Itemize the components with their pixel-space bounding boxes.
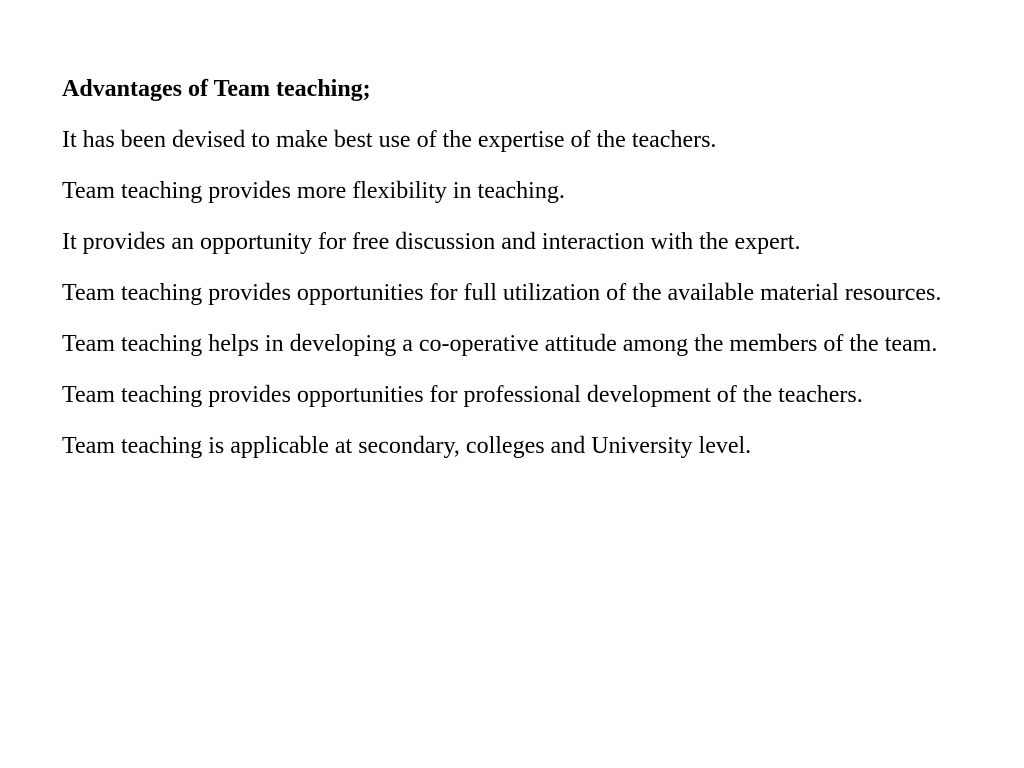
point-material-resources: Team teaching provides opportunities for full utilization of the available material resources.: [62, 280, 942, 306]
point-professional-development: Team teaching provides opportunities for professional development of the teachers.: [62, 382, 863, 408]
point-applicable-levels: Team teaching is applicable at secondary, colleges and University level.: [62, 433, 752, 459]
point-cooperative-attitude: Team teaching helps in developing a co-operative attitude among the members of the team.: [62, 331, 938, 357]
point-flexibility: Team teaching provides more flexibility in teaching.: [62, 178, 565, 204]
point-discussion-interaction: It provides an opportunity for free discussion and interaction with the expert.: [62, 229, 801, 255]
point-devised-expertise: It has been devised to make best use of the expertise of the teachers.: [62, 127, 717, 153]
slide-content: [62, 64, 982, 472]
page-title: Advantages of Team teaching;: [62, 76, 371, 102]
